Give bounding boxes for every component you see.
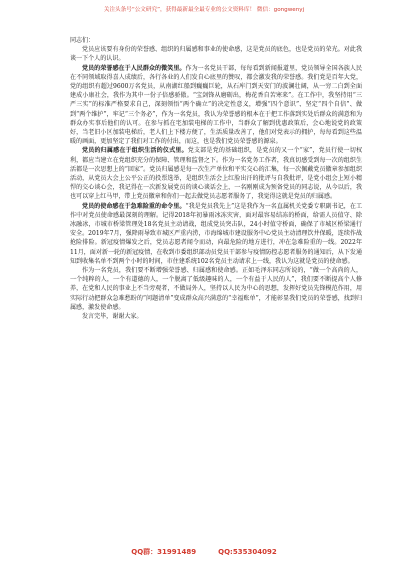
- intro-paragraph: 党员应该要有身份的荣誉感、组织的归属感和事业的使命感，这是党员的底色，也是党员的荣光。对此我谈一下个人的认识。: [70, 46, 362, 63]
- header-banner-text: 关注头条号“公文研究”，获得最新最全最专业的公文资料库！ 微信：gongwenyj: [103, 7, 305, 13]
- conclusion-paragraph: 作为一名党员，我们要不断增强荣誉感、归属感和使命感。正如毛泽东同志所说的，“做一个高尚的人，一个纯粹的人，一个有道德的人，一个脱离了低级趣味的人，一个有益于人民的人”，我们要不断提高个人修养，在党和人民的事业上不当旁观者，不做局外人，坚持以人民为中心的思想，发挥好党员先锋模范作用，用实际行动把群众急难愁盼的“问题清单”变成群众高兴满意的“幸福账单”，才能彰显我们党员的荣誉感，找到归属感，激发使命感。: [70, 267, 362, 311]
- document-body: [70, 36, 362, 321]
- header-banner: [0, 6, 408, 14]
- footer-qq: QQ:535304092: [218, 548, 277, 556]
- section-honor: [70, 64, 362, 147]
- footer-qq-group: QQ群：31991489: [131, 548, 197, 556]
- section-mission-text: “我是党员我先上”这是我作为一名直属机关党委专职副书记，在工作中对党员使命感最深刻的理解。记得2018年初暴雨冰冻灾害，面对最容易结冻的桥面，给需人员值守、除冰融冰，市城市桥梁管理处18名党员主动请战，组成党员突击队，24小时值守桥面，确保了市城区桥梁通行安全。2019年7月，强降雨导致市城区严重内涝，市海绵城市建设服务中心党员主动清理饮井保暖，连续作战抢险排险。新冠疫情爆发之后，党员志愿者闻令而动，向最危险的地方进行，冲在急难险重的一线。2022年11月，面对新一轮的新冠疫情，在收到市委组织部动员党员干部参与疫情防控志愿者服务的通知后，从下发通知到收集名单不到两个小时的时间，市住建系统102名党员主动请求上一线，我认为这就是党员的使命感。: [70, 202, 363, 265]
- section-honor-heading: 党员的荣誉感在于人民群众的微笑里。: [82, 64, 186, 72]
- section-mission-heading: 党员的使命感在于急难险重的命令里。: [82, 202, 186, 210]
- greeting: 同志们：: [70, 37, 95, 44]
- closing-line: 发言完毕，谢谢大家。: [82, 313, 143, 321]
- section-belonging: [70, 146, 362, 201]
- section-belonging-heading: 党员的归属感在于组织生活的仪式里。: [82, 147, 188, 155]
- footer-contact: [0, 547, 408, 557]
- section-honor-text: 作为一名党员干部，每每看到新闻报道里，党员领导全国各族人民在不同领域取得喜人成绩后，各行各业的人们发自心底里的赞叹，都会激发我的荣誉感。我们党是百年大党，党的组织有超过9600万名党员，从南湖红船到巍巍巨轮，从石库门到天安门的波澜壮阔，从一穷二白到全面建成小康社会，我作为其中一份子倍感骄傲。“宝剑锋从磨砺出，梅花香自苦寒来”。在工作中，我坚持用“三严三实”的标准严格要求自己，深刻领悟“两个确立”的决定性意义，增强“四个意识”、坚定“四个自信”、做到“两个维护”，牢记“三个务必”，作为一名党员，我认为荣誉感的根本在于把工作落到实处后群众的满意和为群众办实事后他们的认可。在参与抓在宅加装电梯的工作中，当群众了解到优惠政策后，会心地说党的政策好，当老旧小区加装电梯后，老人们上下楼方便了，生活质量改善了，他们对党表示的拥护，每每看到这些温暖的画面，更加坚定了我们对工作的付出，而这，也是我们党员荣誉感的源泉。: [70, 64, 363, 146]
- section-belonging-text: 党支部是党的基础组织，是党员的又一个“家”，党员行使一切权利，都应当建立在党组织充分的保障、管理和监督之下。作为一名党务工作者，我真切感受到每一次的组织生活都是一次思想上的“回家”。党员归属感是每一次生产单位和平实交心的汇集，每一次佩戴党员徽章参加组织活动，从党员大会上公平公正的投票选举，是组织生活会上红脸出汗的批评与自我批评，是党小组会上短小精悍的交心谈心会，我记得在一次新发展党员的谈心谈话会上，一名刚刚成为预备党员的同志说，从今以后，我也可以穿上红马甲，带上党员徽章和你们一起去做党员志愿者服务了，我觉得这就是党员的归属感。: [70, 147, 363, 201]
- section-mission: [70, 202, 362, 266]
